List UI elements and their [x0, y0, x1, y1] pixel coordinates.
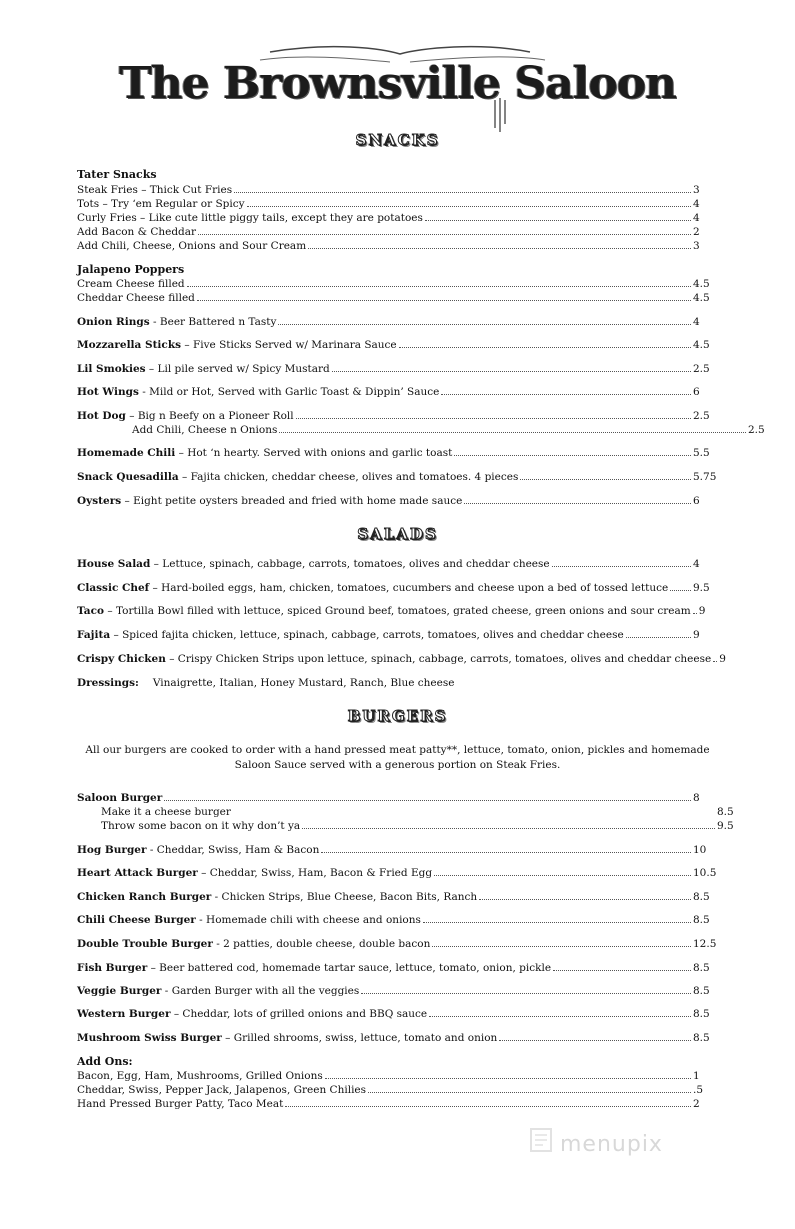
- menu-item: Chicken Ranch Burger - Chicken Strips, Blue Cheese, Bacon Bits, Ranch 8.5: [77, 891, 710, 903]
- menu-item: Hot Wings - Mild or Hot, Served with Garlic Toast & Dippin’ Sauce 6: [77, 386, 700, 398]
- menu-item: Hot Dog – Big n Beefy on a Pioneer Roll 2.5: [77, 410, 710, 422]
- menu-item: Heart Attack Burger – Cheddar, Swiss, Ham, Bacon & Fried Egg 10.5: [77, 867, 717, 879]
- menu-item: Hand Pressed Burger Patty, Taco Meat 2: [77, 1098, 700, 1110]
- menu-item: Bacon, Egg, Ham, Mushrooms, Grilled Onions 1: [77, 1070, 700, 1082]
- menu-item: Fajita – Spiced fajita chicken, lettuce, spinach, cabbage, carrots, tomatoes, olives and cheddar cheese 9: [77, 629, 700, 641]
- menu-item: Homemade Chili – Hot ‘n hearty. Served with onions and garlic toast 5.5: [77, 447, 710, 459]
- menu-item: Snack Quesadilla – Fajita chicken, cheddar cheese, olives and tomatoes. 4 pieces 5.75: [77, 471, 717, 483]
- menu-item: Crispy Chicken – Crispy Chicken Strips upon lettuce, spinach, cabbage, carrots, tomatoes, olives and cheddar cheese 9: [77, 653, 726, 665]
- menu-item: Onion Rings - Beer Battered n Tasty 4: [77, 316, 700, 328]
- snacks-heading: SNACKS: [355, 131, 440, 149]
- menu-item: Steak Fries – Thick Cut Fries 3: [77, 184, 700, 196]
- menu-item: Cheddar Cheese filled 4.5: [77, 292, 710, 304]
- menu-item: Add Chili, Cheese, Onions and Sour Cream 3: [77, 240, 700, 252]
- menu-item: Western Burger – Cheddar, lots of grilled onions and BBQ sauce 8.5: [77, 1008, 710, 1020]
- restaurant-title: The Brownsville Saloon: [118, 58, 677, 109]
- salads-heading: SALADS: [357, 525, 438, 543]
- burgers-heading: BURGERS: [347, 707, 448, 725]
- jalapeno-poppers-header: Jalapeno Poppers: [77, 263, 185, 276]
- menu-item: Chili Cheese Burger - Homemade chili with cheese and onions 8.5: [77, 914, 710, 926]
- menu-item: Hog Burger - Cheddar, Swiss, Ham & Bacon 10: [77, 844, 707, 856]
- menu-item: Veggie Burger - Garden Burger with all the veggies 8.5: [77, 985, 710, 997]
- menu-item: Curly Fries – Like cute little piggy tails, except they are potatoes 4: [77, 212, 700, 224]
- menu-item: Taco – Tortilla Bowl filled with lettuce, spiced Ground beef, tomatoes, grated cheese, green onions and sour cream 9: [77, 605, 706, 617]
- menu-item: Classic Chef – Hard-boiled eggs, ham, chicken, tomatoes, cucumbers and cheese upon a bed of tossed lettuce 9.5: [77, 582, 710, 594]
- menu-item: Double Trouble Burger - 2 patties, double cheese, double bacon 12.5: [77, 938, 717, 950]
- burgers-intro: All our burgers are cooked to order with a hand pressed meat patty**, lettuce, tomato, onion, pickles and homemade Saloon Sauce served with a generous portion on Steak Fries.: [85, 744, 710, 771]
- tater-snacks-header: Tater Snacks: [77, 168, 157, 181]
- menu-item: Cheddar, Swiss, Pepper Jack, Jalapenos, Green Chilies .5: [77, 1084, 704, 1096]
- menupix-watermark: menupix: [560, 1132, 663, 1157]
- menu-item: Mushroom Swiss Burger – Grilled shrooms, swiss, lettuce, tomato and onion 8.5: [77, 1032, 710, 1044]
- menu-item: Saloon Burger 8: [77, 792, 700, 804]
- menu-item: Throw some bacon on it why don’t ya 9.5: [101, 820, 734, 832]
- menu-item: Mozzarella Sticks – Five Sticks Served w/ Marinara Sauce 4.5: [77, 339, 710, 351]
- menu-item: Oysters – Eight petite oysters breaded and fried with home made sauce 6: [77, 495, 700, 507]
- menu-item: Add Chili, Cheese n Onions 2.5: [132, 424, 765, 436]
- menu-item: Fish Burger – Beer battered cod, homemade tartar sauce, lettuce, tomato, onion, pickle 8.5: [77, 962, 710, 974]
- add-ons-header: Add Ons:: [77, 1055, 133, 1068]
- menu-item: House Salad – Lettuce, spinach, cabbage, carrots, tomatoes, olives and cheddar cheese 4: [77, 558, 700, 570]
- dressings-line: Dressings: Vinaigrette, Italian, Honey Mustard, Ranch, Blue cheese: [77, 677, 455, 689]
- watermark-icon: [527, 1125, 555, 1155]
- menu-item: Make it a cheese burger 8.5: [101, 806, 734, 818]
- menu-item: Tots – Try ‘em Regular or Spicy 4: [77, 198, 700, 210]
- menu-item: Lil Smokies – Lil pile served w/ Spicy Mustard 2.5: [77, 363, 710, 375]
- menu-item: Add Bacon & Cheddar 2: [77, 226, 700, 238]
- menu-item: Cream Cheese filled 4.5: [77, 278, 710, 290]
